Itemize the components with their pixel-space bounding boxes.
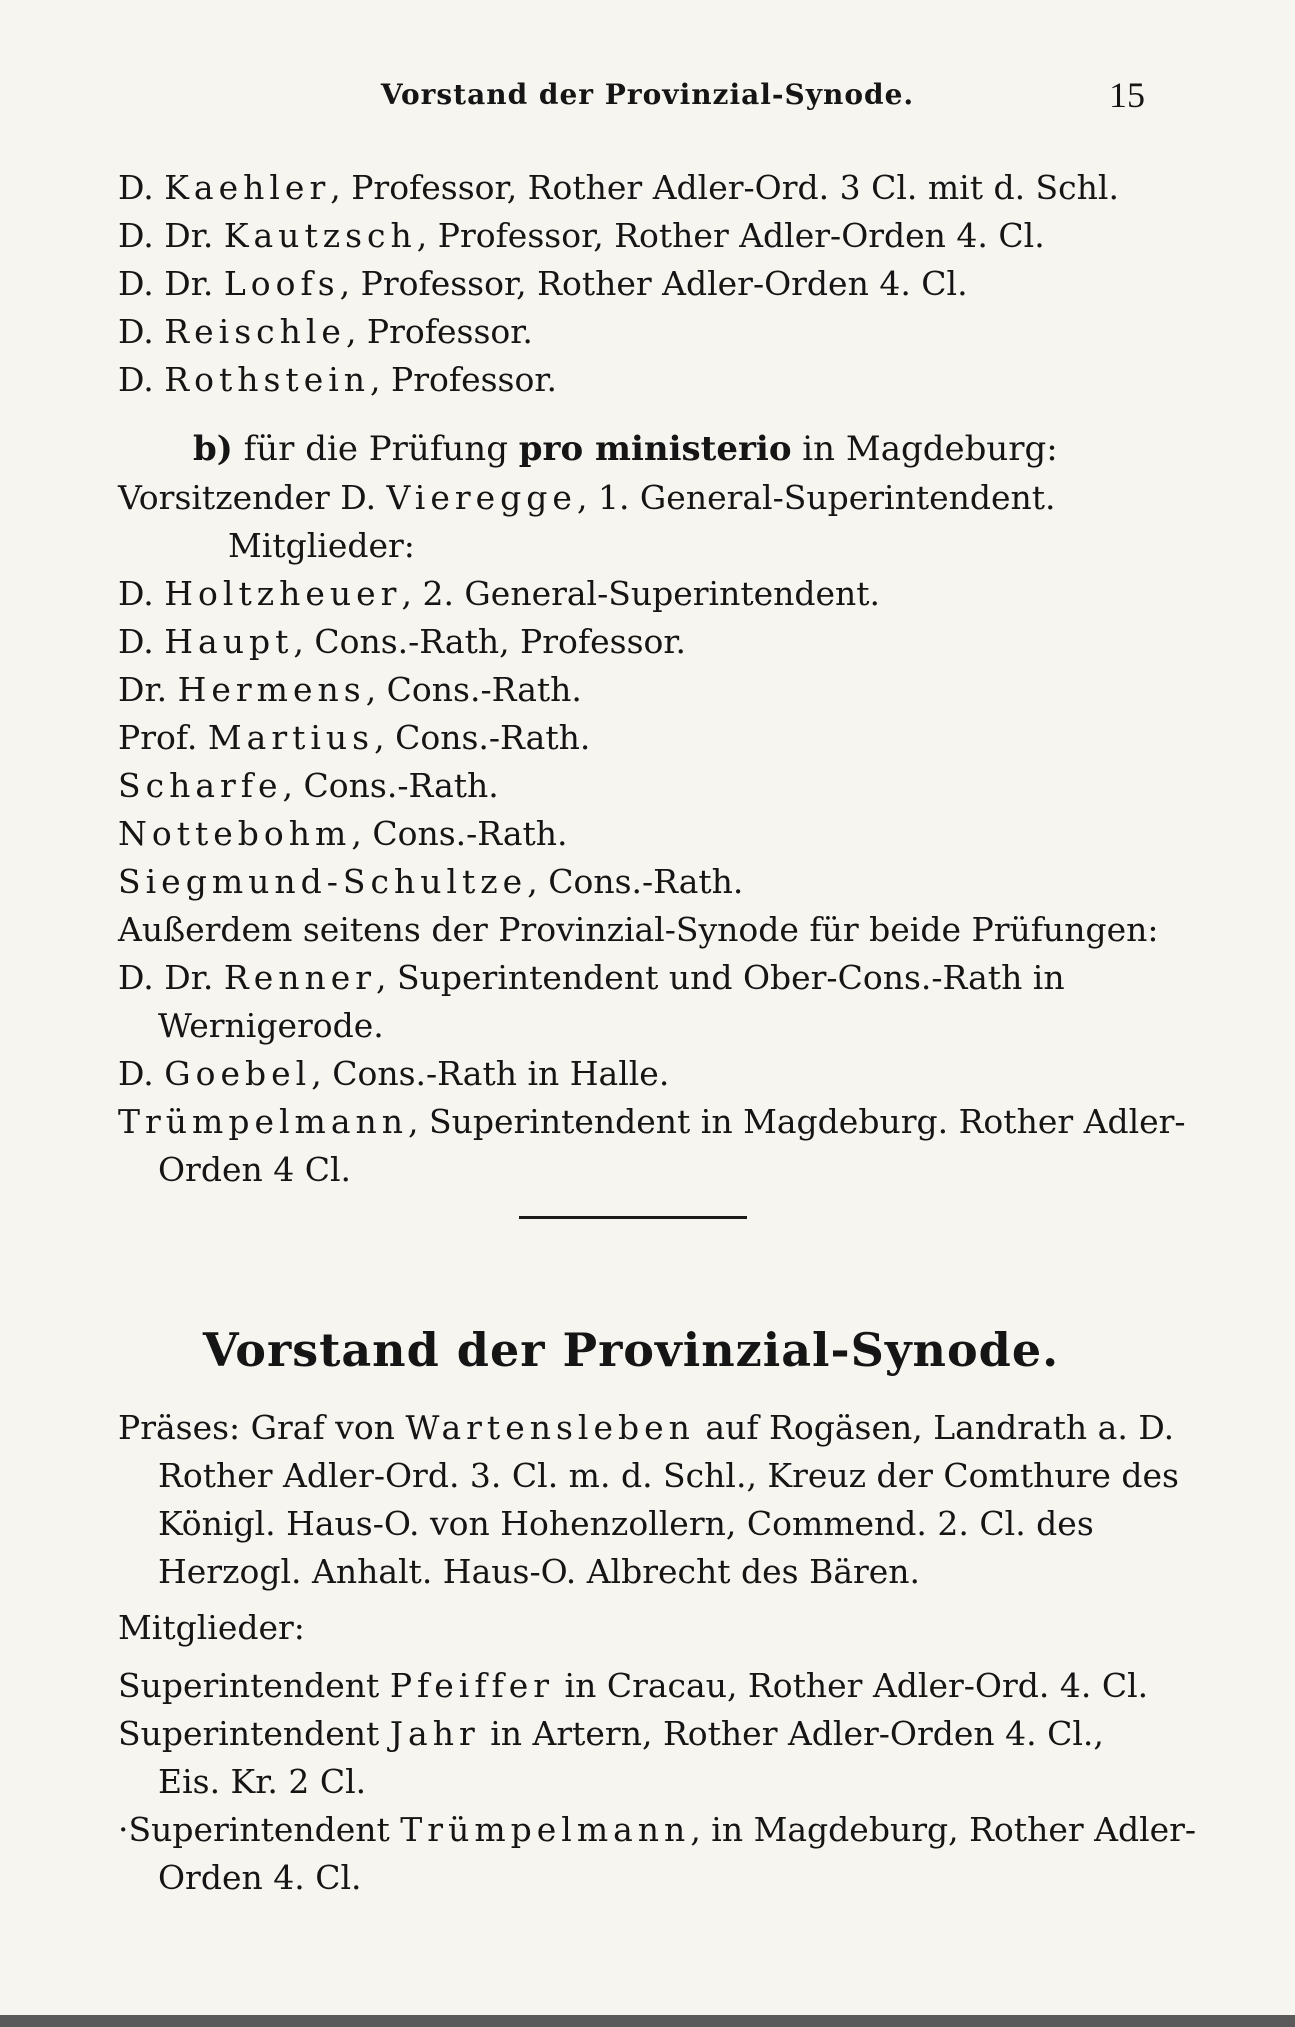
person-name: Vieregge xyxy=(386,478,577,517)
person-details: in Artern, Rother Adler-Orden 4. Cl., xyxy=(479,1714,1104,1753)
person-name: Trümpelmann xyxy=(400,1810,691,1849)
title-prefix: D. Dr. xyxy=(118,216,224,255)
list-item xyxy=(118,260,1144,308)
list-item xyxy=(118,308,1144,356)
person-details: , Cons.-Rath. xyxy=(527,862,744,901)
title-prefix: Dr. xyxy=(118,670,178,709)
title-prefix: ·Superintendent xyxy=(118,1810,401,1849)
person-name: Kaehler xyxy=(164,168,331,207)
scan-edge xyxy=(0,2015,1295,2027)
person-name: Siegmund-Schultze xyxy=(118,862,528,901)
section-title: Vorstand der Provinzial-Synode. xyxy=(202,1323,1060,1377)
divider xyxy=(118,1194,1144,1270)
person-details: auf Rogäsen, Landrath a. D. xyxy=(694,1408,1175,1447)
title-prefix: D. xyxy=(118,312,165,351)
list-item xyxy=(118,1050,1144,1098)
person-name: Kautzsch xyxy=(223,216,417,255)
continuation-line: Orden 4. Cl. xyxy=(158,1858,362,1897)
person-details: , in Magdeburg, Rother Adler- xyxy=(690,1810,1197,1849)
continuation-line: Orden 4 Cl. xyxy=(158,1150,352,1189)
person-details: , Superintendent in Magdeburg. Rother Adler- xyxy=(408,1102,1186,1141)
title-prefix: D. Dr. xyxy=(118,264,224,303)
person-details: , Cons.-Rath. xyxy=(351,814,568,853)
list-item xyxy=(118,810,1144,858)
person-name: Rothstein xyxy=(164,360,371,399)
list-item xyxy=(118,164,1144,212)
person-name: Haupt xyxy=(164,622,294,661)
person-details: , Professor. xyxy=(345,312,533,351)
person-name: Goebel xyxy=(164,1054,312,1093)
person-name: Nottebohm xyxy=(118,814,352,853)
person-name: Jahr xyxy=(389,1714,480,1753)
continuation-line: Eis. Kr. 2 Cl. xyxy=(158,1762,367,1801)
list-item xyxy=(118,714,1144,762)
divider-rule xyxy=(519,1216,747,1219)
list-item xyxy=(118,1098,1186,1146)
person-name: Pfeiffer xyxy=(389,1666,555,1705)
continuation-line: Herzogl. Anhalt. Haus-O. Albrecht des Bären. xyxy=(158,1552,921,1591)
members-label: Mitglieder: xyxy=(118,1608,305,1647)
person-details: , Cons.-Rath in Halle. xyxy=(311,1054,670,1093)
person-details: , Professor, Rother Adler-Orden 4. Cl. xyxy=(339,264,968,303)
page-number: 15 xyxy=(1109,75,1145,115)
continuation-line: Königl. Haus-O. von Hohenzollern, Commend. 2. Cl. des xyxy=(158,1504,1094,1543)
title-prefix: Vorsitzender D. xyxy=(118,478,387,517)
title-prefix: Prof. xyxy=(118,718,208,757)
title-prefix: Superintendent xyxy=(118,1714,390,1753)
continuation-line: Wernigerode. xyxy=(158,1006,384,1045)
title-prefix: D. xyxy=(118,622,165,661)
person-name: Hermens xyxy=(177,670,366,709)
person-details: in Cracau, Rother Adler-Ord. 4. Cl. xyxy=(554,1666,1149,1705)
person-name: Wartensleben xyxy=(405,1408,695,1447)
person-name: Loofs xyxy=(223,264,340,303)
title-prefix: D. xyxy=(118,168,165,207)
title-prefix: D. xyxy=(118,360,165,399)
person-details: , Cons.-Rath. xyxy=(282,766,499,805)
additional-label: Außerdem seitens der Provinzial-Synode für beide Prüfungen: xyxy=(118,910,1159,949)
list-item xyxy=(118,954,1144,1002)
person-name: Trümpelmann xyxy=(118,1102,409,1141)
title-prefix: Präses: Graf von xyxy=(118,1408,406,1447)
continuation-line: Rother Adler-Ord. 3. Cl. m. d. Schl., Kreuz der Comthure des xyxy=(158,1456,1179,1495)
list-item xyxy=(118,212,1144,260)
person-details: , Professor, Rother Adler-Orden 4. Cl. xyxy=(416,216,1045,255)
title-prefix: D. Dr. xyxy=(118,958,224,997)
title-prefix: Superintendent xyxy=(118,1666,390,1705)
person-details: , Professor, Rother Adler-Ord. 3 Cl. mit d. Schl. xyxy=(330,168,1119,207)
person-details: , Cons.-Rath, Professor. xyxy=(293,622,687,661)
person-name: Reischle xyxy=(164,312,346,351)
chair-line xyxy=(118,474,1144,522)
person-name: Scharfe xyxy=(118,766,283,805)
page-body xyxy=(118,164,1197,1902)
person-name: Martius xyxy=(207,718,375,757)
person-name: Holtzheuer xyxy=(164,574,402,613)
person-details: , Superintendent und Ober-Cons.-Rath in xyxy=(376,958,1065,997)
heading-text: in Magdeburg: xyxy=(791,429,1058,469)
list-item xyxy=(118,858,1144,906)
list-item xyxy=(118,356,1144,404)
title-prefix: D. xyxy=(118,1054,165,1093)
person-details: , 1. General-Superintendent. xyxy=(576,478,1056,517)
person-details: , Cons.-Rath. xyxy=(365,670,582,709)
heading-text: für die Prüfung xyxy=(232,429,519,469)
commission-b-members xyxy=(118,570,1144,906)
section-heading-b xyxy=(118,424,1144,474)
heading-latin: pro ministerio xyxy=(518,429,792,469)
person-name: Renner xyxy=(223,958,377,997)
list-item xyxy=(118,618,1144,666)
running-head: Vorstand der Provinzial-Synode. xyxy=(380,78,915,111)
person-details: , 2. General-Superintendent. xyxy=(401,574,881,613)
title-prefix: D. xyxy=(118,574,165,613)
praeses-line xyxy=(118,1404,1175,1452)
section-letter: b) xyxy=(193,429,233,469)
members-label: Mitglieder: xyxy=(228,526,415,565)
person-details: , Professor. xyxy=(370,360,557,399)
list-item xyxy=(118,1710,1144,1758)
list-item xyxy=(118,762,1144,810)
list-item xyxy=(118,666,1144,714)
person-details: , Cons.-Rath. xyxy=(374,718,591,757)
list-item xyxy=(118,1662,1149,1710)
list-item xyxy=(118,570,1144,618)
list-item xyxy=(118,1806,1197,1854)
commission-a-list xyxy=(118,164,1144,404)
